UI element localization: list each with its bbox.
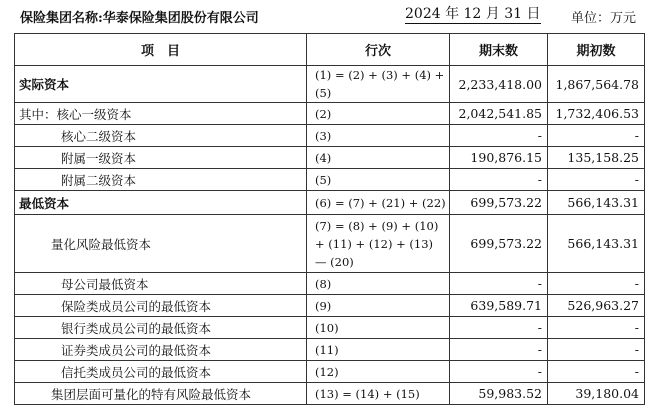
table-row: [15, 191, 645, 215]
row-line: (10): [307, 317, 450, 339]
row-begin-value: 39,180.04: [548, 383, 645, 405]
row-line: (7) = (8) + (9) + (10) + (11) + (12) + (13) — (20): [307, 215, 450, 273]
row-begin-value: -: [548, 273, 645, 295]
col-header-line: 行次: [307, 34, 450, 66]
col-header-begin: 期初数: [548, 34, 645, 66]
row-item: 实际资本: [15, 66, 307, 103]
unit-label: 单位：万元: [571, 11, 637, 26]
row-begin-value: -: [548, 361, 645, 383]
row-begin-value: 1,732,406.53: [548, 103, 645, 125]
table-row: [15, 169, 645, 191]
row-begin-value: -: [548, 317, 645, 339]
table-row: [15, 383, 645, 405]
row-item: 附属二级资本: [15, 169, 307, 191]
row-begin-value: -: [548, 125, 645, 147]
row-begin-value: 526,963.27: [548, 295, 645, 317]
col-header-item: 项 目: [15, 34, 307, 66]
row-line: (8): [307, 273, 450, 295]
row-line: (1) = (2) + (3) + (4) + (5): [307, 66, 450, 103]
table-row: [15, 103, 645, 125]
table-row: [15, 147, 645, 169]
row-begin-value: 566,143.31: [548, 215, 645, 273]
table-row: [15, 317, 645, 339]
row-item: 保险类成员公司的最低资本: [15, 295, 307, 317]
capital-table: [14, 33, 645, 405]
row-item: 量化风险最低资本: [15, 215, 307, 273]
row-item: 母公司最低资本: [15, 273, 307, 295]
row-item: 信托类成员公司的最低资本: [15, 361, 307, 383]
row-line: (12): [307, 361, 450, 383]
row-end-value: 699,573.22: [450, 215, 548, 273]
row-begin-value: 1,867,564.78: [548, 66, 645, 103]
row-item: 最低资本: [15, 191, 307, 215]
report-date: 2024 年 12 月 31 日: [405, 6, 541, 22]
row-end-value: 2,042,541.85: [450, 103, 548, 125]
table-row: [15, 66, 645, 103]
row-end-value: 2,233,418.00: [450, 66, 548, 103]
row-begin-value: -: [548, 339, 645, 361]
row-end-value: -: [450, 125, 548, 147]
table-row: [15, 273, 645, 295]
row-item: 银行类成员公司的最低资本: [15, 317, 307, 339]
table-row: [15, 215, 645, 273]
row-end-value: 639,589.71: [450, 295, 548, 317]
table-row: [15, 295, 645, 317]
table-header-row: [15, 34, 645, 66]
row-item: 附属一级资本: [15, 147, 307, 169]
col-header-end: 期末数: [450, 34, 548, 66]
row-line: (11): [307, 339, 450, 361]
row-line: (9): [307, 295, 450, 317]
row-end-value: 59,983.52: [450, 383, 548, 405]
row-end-value: -: [450, 339, 548, 361]
row-end-value: 699,573.22: [450, 191, 548, 215]
row-line: (4): [307, 147, 450, 169]
company-name: 保险集团名称:华泰保险集团股份有限公司: [20, 11, 259, 26]
table-row: [15, 361, 645, 383]
row-line: (3): [307, 125, 450, 147]
row-line: (13) = (14) + (15): [307, 383, 450, 405]
row-end-value: 190,876.15: [450, 147, 548, 169]
table-row: [15, 339, 645, 361]
table-row: [15, 125, 645, 147]
row-item: 核心二级资本: [15, 125, 307, 147]
report-header: [0, 0, 656, 30]
row-end-value: -: [450, 361, 548, 383]
row-end-value: -: [450, 169, 548, 191]
row-line: (6) = (7) + (21) + (22): [307, 191, 450, 215]
row-item: 证券类成员公司的最低资本: [15, 339, 307, 361]
row-end-value: -: [450, 273, 548, 295]
row-begin-value: 566,143.31: [548, 191, 645, 215]
row-item: 集团层面可量化的特有风险最低资本: [15, 383, 307, 405]
row-line: (5): [307, 169, 450, 191]
row-begin-value: 135,158.25: [548, 147, 645, 169]
row-begin-value: -: [548, 169, 645, 191]
row-end-value: -: [450, 317, 548, 339]
row-item: 其中：核心一级资本: [15, 103, 307, 125]
row-line: (2): [307, 103, 450, 125]
